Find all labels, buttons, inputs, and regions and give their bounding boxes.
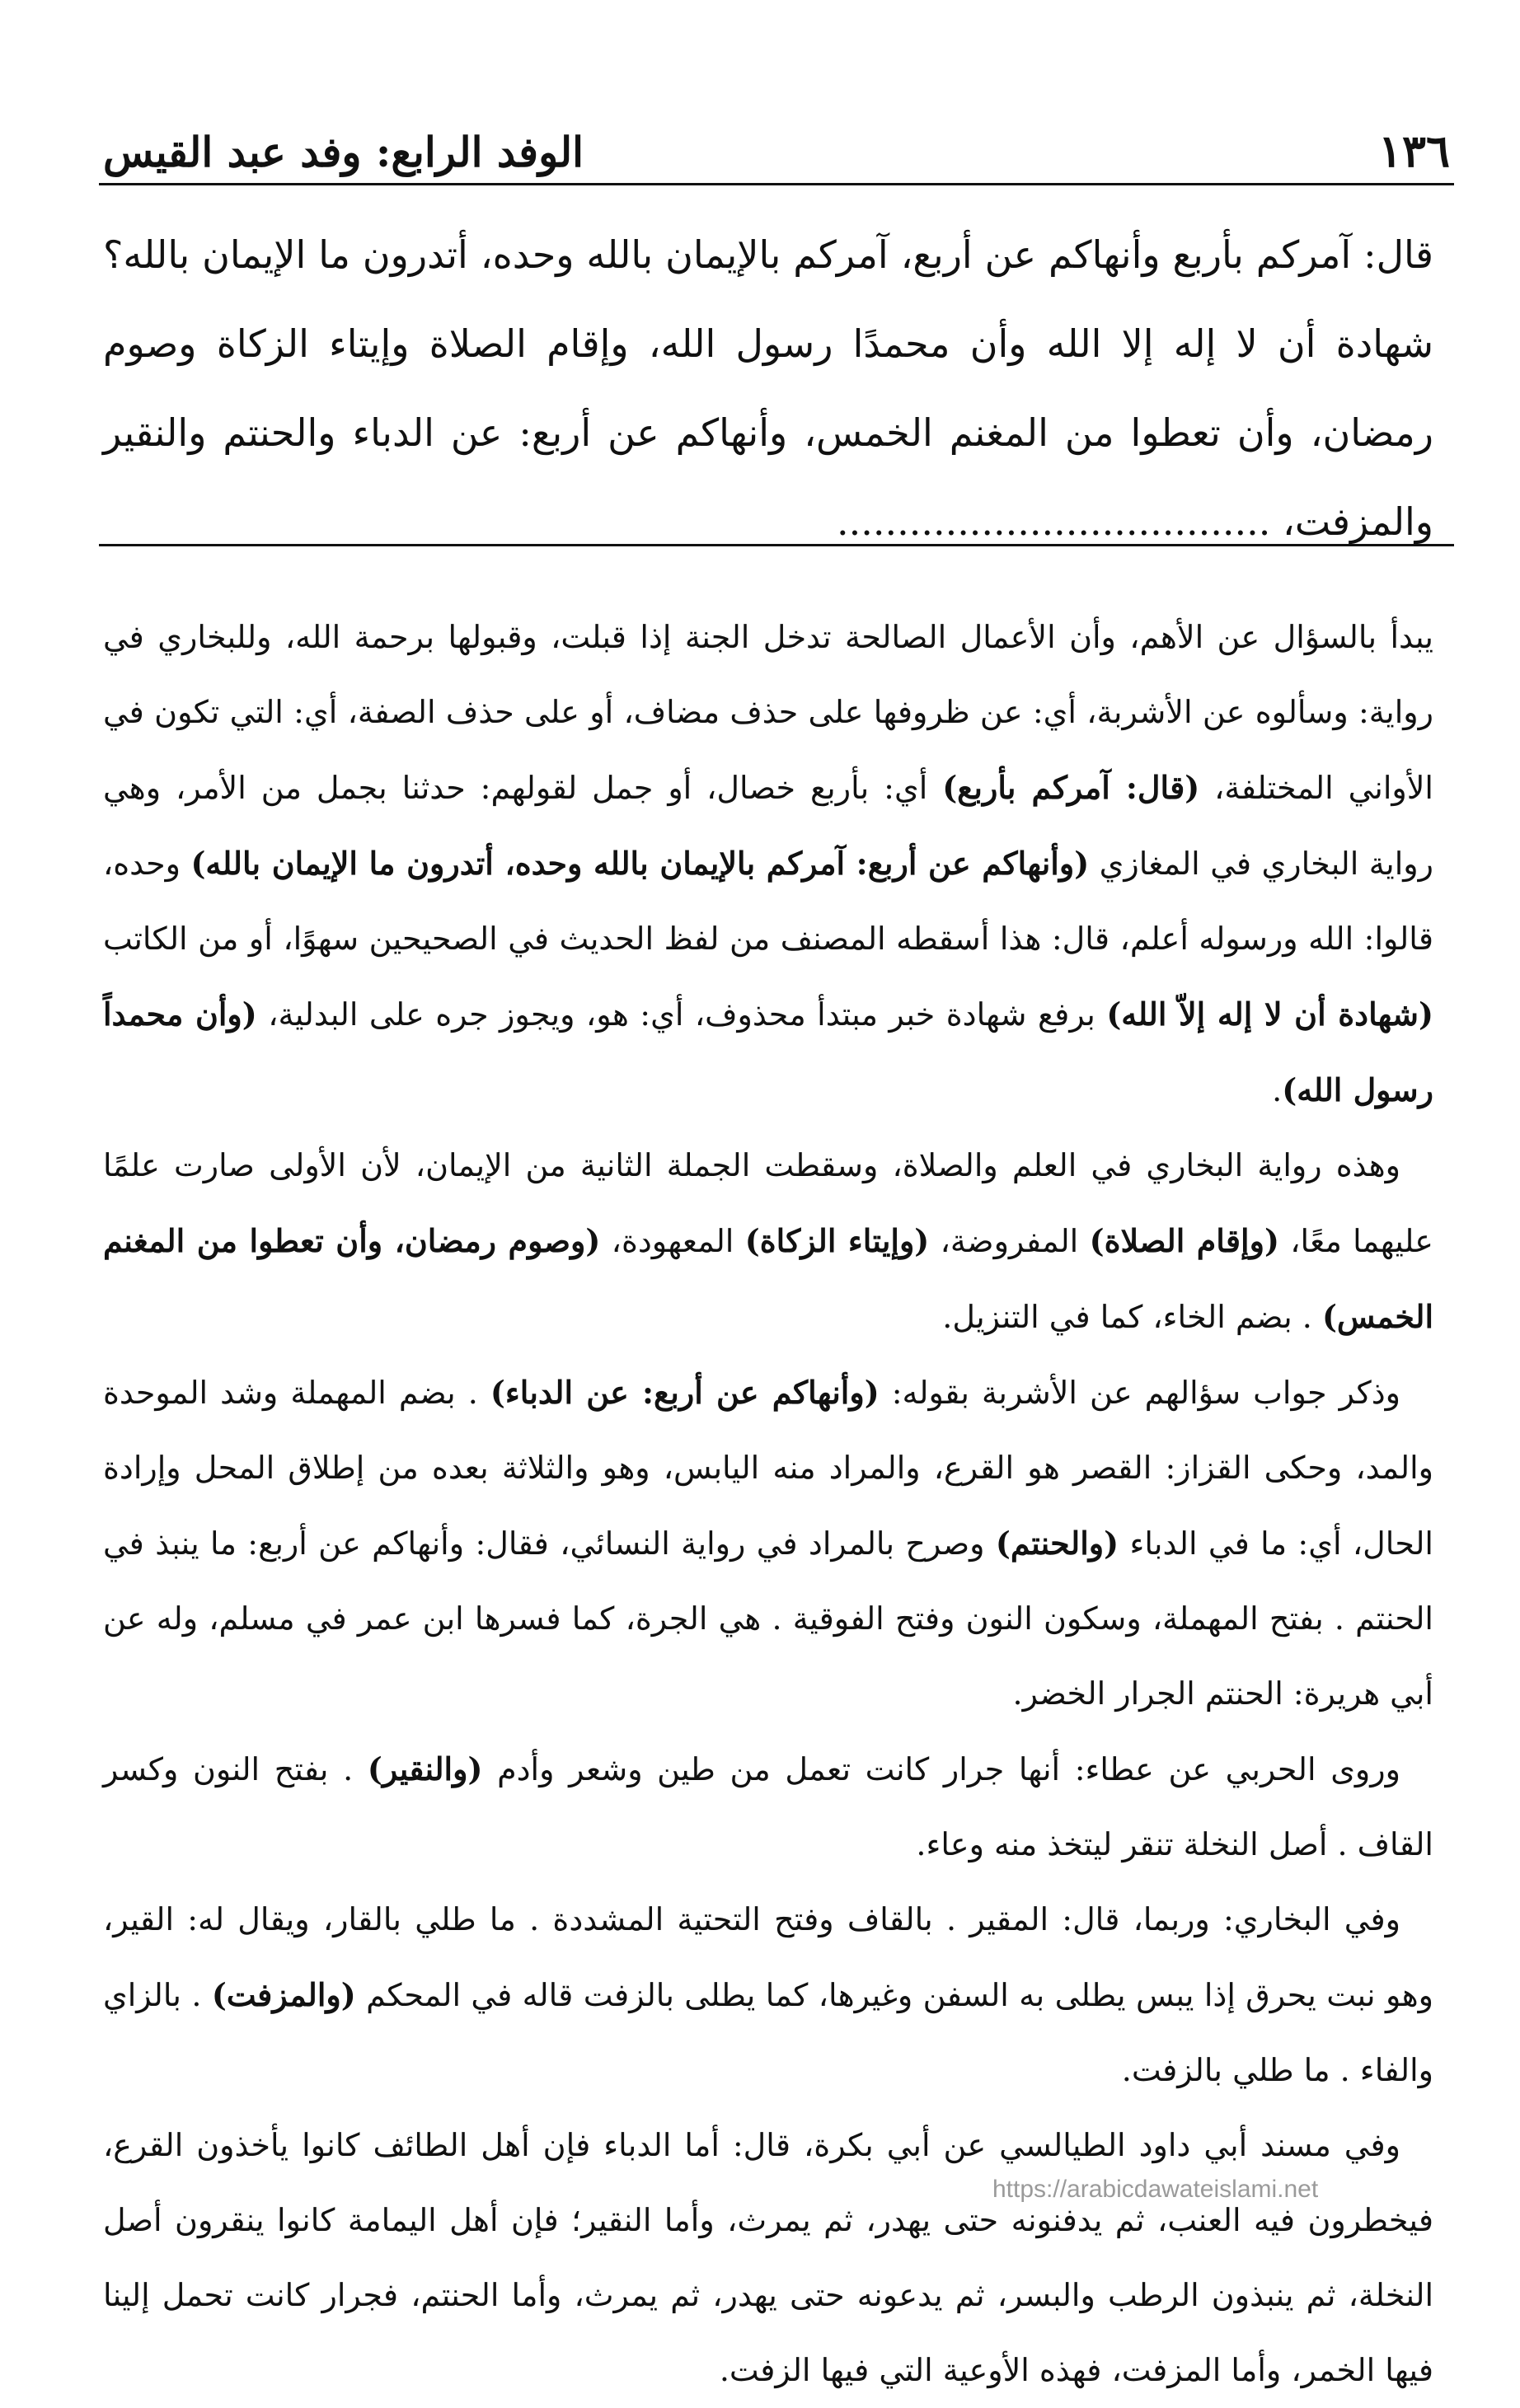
commentary-paragraph-5 xyxy=(103,1882,1433,2108)
page-number: ١٣٦ xyxy=(1377,124,1450,177)
commentary-text: . بضم المهملة وشد الموحدة والمد، وحكى القزاز: القصر هو القرع، والمراد منه اليابس، وهو والثلاثة بعده من إطلاق المحل وإرادة الحال، أي: ما في الدباء xyxy=(103,1375,1433,1562)
quoted-phrase: (وإيتاء الزكاة) xyxy=(744,1222,930,1259)
quoted-phrase: (وصوم رمضان، وأن تعطوا من المغنم الخمس) xyxy=(103,1222,1433,1335)
commentary-text: وهذه رواية البخاري في العلم والصلاة، وسقطت الجملة الثانية من الإيمان، لأن الأولى صارت علمًا عليهما معًا، xyxy=(103,1147,1433,1259)
commentary-text: يبدأ بالسؤال عن الأهم، وأن الأعمال الصالحة تدخل الجنة إذا قبلت، وقبولها برحمة الله، وللبخاري في رواية: وسألوه عن الأشربة، أي: عن ظروفها على حذف مضاف، أو على حذف الصفة، أي: التي تكون في الأواني المختلفة، xyxy=(103,619,1433,806)
commentary-text: المفروضة، xyxy=(929,1223,1090,1259)
commentary-text: . بضم الخاء، كما في التنزيل. xyxy=(942,1299,1322,1335)
commentary-text: وصرح بالمراد في رواية النسائي، فقال: وأنهاكم عن أربع: ما ينبذ في الحنتم . بفتح المهملة، وسكون النون وفتح الفوقية . هي الجرة، كما فسرها ابن عمر في مسلم، وله عن أبي هريرة: الحنتم الجرار الخضر. xyxy=(103,1525,1433,1712)
commentary-text: وذكر جواب سؤالهم عن الأشربة بقوله: xyxy=(879,1375,1400,1411)
commentary-text: . xyxy=(1272,1072,1283,1108)
chapter-title: الوفد الرابع: وفد عبد القيس xyxy=(103,128,584,176)
commentary-text: . بالزاي والفاء . ما طلي بالزفت. xyxy=(103,1977,1433,2088)
source-watermark: https://arabicdawateislami.net xyxy=(992,2176,1319,2203)
quoted-phrase: (وأن محمداً رسول الله) xyxy=(103,996,1433,1108)
quoted-phrase: (وأنهاكم عن أربع: آمركم بالإيمان بالله وحده، أتدرون ما الإيمان بالله) xyxy=(190,845,1090,882)
commentary-divider xyxy=(99,544,1454,546)
ellipsis-dots: .................................... xyxy=(836,499,1271,544)
commentary-text: وروى الحربي عن عطاء: أنها جرار كانت تعمل من طين وشعر وأدم xyxy=(482,1751,1400,1787)
commentary-text: برفع شهادة خبر مبتدأ محذوف، أي: هو، ويجوز جره على البدلية، xyxy=(256,996,1107,1033)
commentary-paragraph-1 xyxy=(103,600,1433,1128)
running-header xyxy=(103,99,1450,177)
commentary xyxy=(103,600,1433,2408)
quoted-phrase: (قال: آمركم بأربع) xyxy=(942,769,1200,806)
hadith-body: قال: آمركم بأربع وأنهاكم عن أربع، آمركم بالإيمان بالله وحده، أتدرون ما الإيمان بالله؟ شهادة أن لا إله إلا الله وأن محمدًا رسول الله، وإقام الصلاة وإيتاء الزكاة وصوم رمضان، وأن تعطوا من المغنم الخمس، وأنهاكم عن أربع: عن الدباء والحنتم والنقير والمزفت، xyxy=(103,232,1433,544)
commentary-text: وحده، قالوا: الله ورسوله أعلم، قال: هذا أسقطه المصنف من لفظ الحديث في الصحيحين سهوًا، أو من الكاتب xyxy=(103,846,1433,957)
hadith-text xyxy=(103,210,1433,566)
commentary-text: وفي مسند أبي داود الطيالسي عن أبي بكرة، قال: أما الدباء فإن أهل الطائف كانوا يأخذون القرع، فيخطرون فيه العنب، ثم يدفنونه حتى يهدر، ثم يمرث، وأما النقير؛ فإن أهل اليمامة كانوا ينقرون أصل النخلة، ثم ينبذون الرطب والبسر، ثم يدعونه حتى يهدر، ثم يمرث، وأما الحنتم، فجرار كانت تحمل إلينا فيها الخمر، وأما المزفت، فهذه الأوعية التي فيها الزفت. xyxy=(103,2127,1433,2388)
quoted-phrase: (وأنهاكم عن أربع: عن الدباء) xyxy=(490,1374,880,1411)
commentary-text: المعهودة، xyxy=(600,1223,745,1259)
commentary-paragraph-4 xyxy=(103,1731,1433,1882)
commentary-paragraph-6 xyxy=(103,2108,1433,2408)
header-divider xyxy=(99,183,1454,185)
quoted-phrase: (وإقام الصلاة) xyxy=(1089,1222,1279,1259)
quoted-phrase: (والمزفت) xyxy=(211,1976,356,2013)
quoted-phrase: (والنقير) xyxy=(367,1750,483,1787)
quoted-phrase: (والحنتم) xyxy=(995,1525,1119,1562)
commentary-paragraph-2 xyxy=(103,1128,1433,1355)
commentary-text: . بفتح النون وكسر القاف . أصل النخلة تنقر ليتخذ منه وعاء. xyxy=(103,1751,1433,1862)
commentary-text: أي: بأربع خصال، أو جمل لقولهم: حدثنا بجمل من الأمر، وهي رواية البخاري في المغازي xyxy=(103,770,1433,882)
quoted-phrase: (شهادة أن لا إله إلاّ الله) xyxy=(1106,996,1433,1033)
commentary-paragraph-3 xyxy=(103,1355,1433,1731)
commentary-text: وفي البخاري: وربما، قال: المقير . بالقاف وفتح التحتية المشددة . ما طلي بالقار، ويقال له: القير، وهو نبت يحرق إذا يبس يطلى به السفن وغيرها، كما يطلى بالزفت قاله في المحكم xyxy=(103,1901,1433,2013)
